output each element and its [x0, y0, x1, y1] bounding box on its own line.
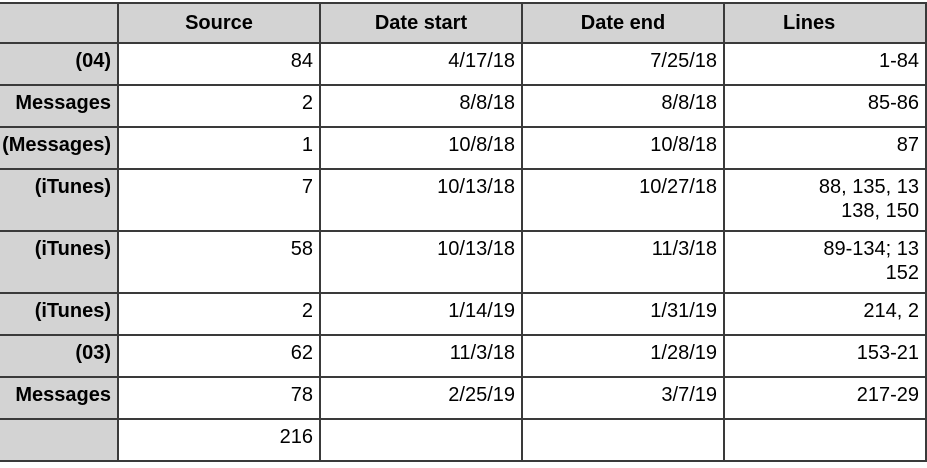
row-label-cell[interactable]: (03) — [0, 336, 119, 378]
lines-cell[interactable] — [725, 170, 927, 232]
lines-cell-text: 153-21 — [856, 342, 919, 364]
date-start-cell[interactable]: 1/14/19 — [321, 294, 523, 336]
date-end-cell[interactable]: 8/8/18 — [523, 86, 725, 128]
date-end-cell[interactable]: 1/28/19 — [523, 336, 725, 378]
date-end-cell[interactable]: 11/3/18 — [523, 232, 725, 294]
date-end-cell[interactable]: 3/7/19 — [523, 378, 725, 420]
lines-cell[interactable] — [725, 294, 927, 336]
date-start-cell[interactable] — [321, 420, 523, 462]
lines-cell[interactable] — [725, 420, 927, 462]
row-label-cell[interactable]: (iTunes) — [0, 294, 119, 336]
row-label-cell[interactable] — [0, 420, 119, 462]
header-date-start[interactable]: Date start — [321, 2, 523, 44]
source-cell[interactable]: 62 — [119, 336, 321, 378]
source-cell[interactable]: 216 — [119, 420, 321, 462]
lines-cell-text: 88, 135, 13 — [818, 176, 919, 198]
date-end-cell[interactable]: 1/31/19 — [523, 294, 725, 336]
source-cell[interactable]: 2 — [119, 294, 321, 336]
date-start-cell[interactable]: 10/13/18 — [321, 232, 523, 294]
row-label-cell[interactable]: (Messages) — [0, 128, 119, 170]
header-lines[interactable]: Lines — [725, 2, 927, 44]
row-label-cell[interactable]: (iTunes) — [0, 170, 119, 232]
lines-cell-text: 152 — [885, 262, 919, 284]
date-end-cell[interactable] — [523, 420, 725, 462]
row-label-cell[interactable]: Messages — [0, 86, 119, 128]
spreadsheet-table — [0, 2, 927, 462]
row-label-cell[interactable]: Messages — [0, 378, 119, 420]
lines-cell-text: 87 — [896, 134, 919, 156]
source-cell[interactable]: 84 — [119, 44, 321, 86]
lines-cell[interactable] — [725, 44, 927, 86]
lines-cell[interactable] — [725, 378, 927, 420]
header-corner-cell[interactable] — [0, 2, 119, 44]
source-cell[interactable]: 58 — [119, 232, 321, 294]
lines-cell-text: 85-86 — [867, 92, 919, 114]
lines-cell[interactable] — [725, 232, 927, 294]
date-start-cell[interactable]: 10/8/18 — [321, 128, 523, 170]
header-source[interactable]: Source — [119, 2, 321, 44]
date-end-cell[interactable]: 10/27/18 — [523, 170, 725, 232]
lines-cell-text: 217-29 — [856, 384, 919, 406]
date-end-cell[interactable]: 10/8/18 — [523, 128, 725, 170]
lines-cell[interactable] — [725, 128, 927, 170]
source-cell[interactable]: 2 — [119, 86, 321, 128]
row-label-cell[interactable]: (04) — [0, 44, 119, 86]
row-label-cell[interactable]: (iTunes) — [0, 232, 119, 294]
lines-cell-text: 214, 2 — [863, 300, 919, 322]
date-end-cell[interactable]: 7/25/18 — [523, 44, 725, 86]
date-start-cell[interactable]: 4/17/18 — [321, 44, 523, 86]
date-start-cell[interactable]: 8/8/18 — [321, 86, 523, 128]
lines-cell-text: 138, 150 — [841, 200, 919, 222]
lines-cell[interactable] — [725, 336, 927, 378]
date-start-cell[interactable]: 11/3/18 — [321, 336, 523, 378]
lines-cell-text: 1-84 — [878, 50, 919, 72]
source-cell[interactable]: 7 — [119, 170, 321, 232]
header-date-end[interactable]: Date end — [523, 2, 725, 44]
lines-cell[interactable] — [725, 86, 927, 128]
date-start-cell[interactable]: 10/13/18 — [321, 170, 523, 232]
lines-cell-text: 89-134; 13 — [823, 238, 919, 260]
source-cell[interactable]: 78 — [119, 378, 321, 420]
date-start-cell[interactable]: 2/25/19 — [321, 378, 523, 420]
source-cell[interactable]: 1 — [119, 128, 321, 170]
